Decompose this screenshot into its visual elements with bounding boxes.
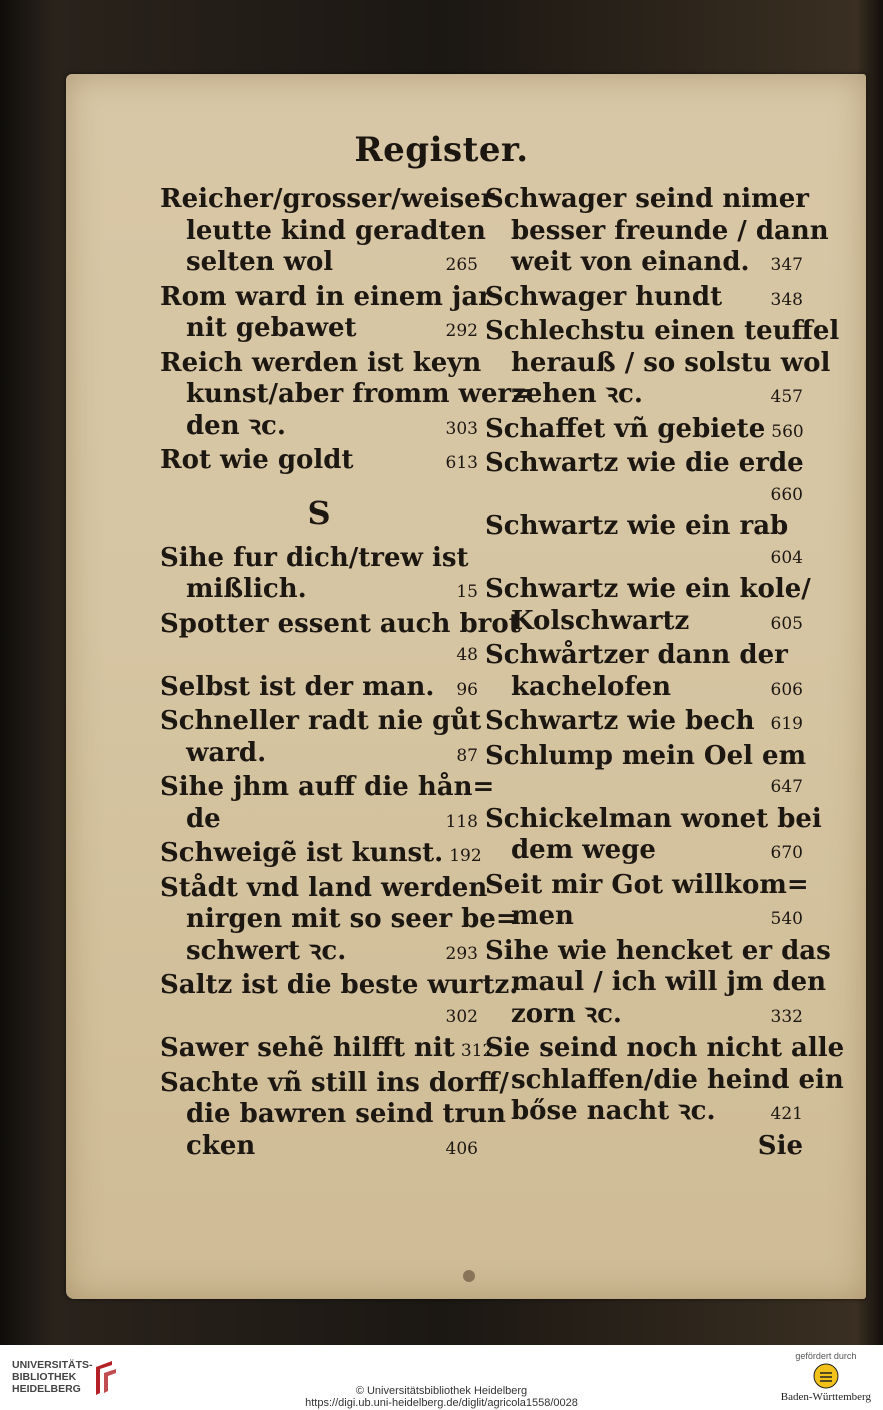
register-entry — [485, 574, 811, 640]
entry-line — [485, 935, 831, 968]
entry-line — [485, 740, 807, 773]
entry-line — [485, 999, 803, 1034]
page-number: 302 — [445, 1006, 478, 1027]
page-number: 265 — [445, 255, 478, 275]
entry-line — [160, 936, 478, 971]
entry-text: Reicher/grosser/weiser — [160, 184, 495, 214]
page-number: 670 — [770, 843, 803, 863]
entry-line — [160, 672, 478, 707]
coat-of-arms-icon — [813, 1363, 839, 1389]
register-entry — [160, 1067, 509, 1166]
entry-line — [485, 1064, 844, 1097]
entry-text: Sachte vñ still ins dorff/ — [160, 1067, 509, 1098]
entry-text: die bawren seind trun — [186, 1099, 506, 1129]
entry-line — [160, 1099, 506, 1131]
page-heading: Register. — [354, 130, 529, 170]
entry-text: Schlump mein Oel em — [485, 740, 807, 771]
entry-text: zehen ꝛc. — [511, 379, 643, 409]
sponsor-block — [781, 1351, 871, 1403]
entry-text: kunst/aber fromm wer= — [186, 379, 533, 409]
register-entry — [485, 1033, 845, 1131]
entry-text: Sihe wie hencket er das — [485, 935, 831, 966]
entry-text: Reich werden ist keyn — [160, 347, 482, 378]
entry-text: Sie seind noch nicht alle — [485, 1033, 845, 1063]
entry-line — [160, 184, 495, 216]
page-number: 647 — [770, 777, 803, 797]
entry-text: Schwårtzer dann der — [485, 640, 788, 670]
entry-line — [160, 1033, 494, 1068]
page-number: 15 — [456, 582, 478, 602]
entry-line — [160, 738, 478, 773]
entry-line — [160, 872, 488, 905]
entry-line — [160, 1131, 478, 1166]
entry-text: nirgen mit so seer be= — [186, 904, 518, 934]
entry-text: Seit mir Got willkom= — [485, 869, 809, 900]
page-number: 619 — [770, 714, 803, 734]
entry-line — [160, 281, 492, 314]
page-number: 560 — [771, 421, 804, 442]
entry-text: nit gebawet — [186, 313, 357, 343]
register-entry — [160, 281, 492, 348]
entry-line — [160, 379, 533, 411]
entry-text: Schaffet vñ gebiete — [485, 413, 766, 444]
entry-text: Schwager seind nimer — [485, 184, 809, 214]
entry-text: Schwartz wie ein kole/ — [485, 574, 811, 604]
register-entry — [160, 970, 519, 1033]
entry-line — [160, 608, 521, 641]
entry-line — [160, 838, 482, 873]
register-entry — [485, 869, 809, 936]
page-number: 118 — [445, 811, 478, 832]
entry-text: selten wol — [186, 247, 334, 277]
entry-line — [485, 901, 803, 936]
page-number: 347 — [770, 255, 803, 275]
register-entry — [160, 838, 482, 873]
entry-text: Saltz ist die beste wurtz. — [160, 970, 519, 1000]
entry-text: Schlechstu einen teuffel — [485, 316, 840, 346]
page-number: 348 — [770, 289, 803, 310]
entry-line — [485, 672, 803, 707]
entry-text: dem wege — [511, 835, 656, 865]
page-number: 606 — [770, 679, 803, 700]
entry-text: de — [186, 803, 221, 834]
register-entry — [485, 935, 831, 1034]
left-column — [160, 184, 533, 1165]
register-entry — [485, 282, 803, 317]
right-column — [485, 184, 845, 1162]
entry-line — [485, 215, 829, 248]
entry-text: Sawer sehẽ hilfft nit — [160, 1033, 455, 1063]
entry-line — [160, 543, 478, 575]
copyright-text: © Universitätsbibliothek Heidelberg — [355, 1385, 528, 1397]
register-entry — [160, 1033, 494, 1068]
page-number: 312 — [460, 1041, 494, 1061]
page-number: 457 — [770, 387, 803, 407]
viewer-footer — [0, 1345, 883, 1410]
page-number: 96 — [456, 679, 478, 700]
page-number: 292 — [445, 321, 478, 341]
register-entry — [485, 316, 840, 414]
entry-text: Schickelman wonet bei — [485, 803, 822, 834]
entry-text: cken — [186, 1130, 256, 1161]
register-entry — [485, 706, 803, 741]
entry-line — [485, 1096, 803, 1131]
entry-text: den ꝛc. — [186, 410, 286, 441]
entry-text: ward. — [186, 737, 267, 768]
entry-line — [485, 511, 803, 543]
page-number: 660 — [770, 484, 803, 505]
entry-text: Schwartz wie die erde — [485, 448, 804, 478]
entry-text: Selbst ist der man. — [160, 671, 435, 702]
page-number: 613 — [445, 453, 478, 473]
register-entry — [485, 448, 803, 511]
page-number: 604 — [770, 547, 803, 568]
entry-line — [485, 282, 803, 317]
entry-text: schlaffen/die heind ein — [511, 1064, 844, 1095]
entry-line — [485, 347, 831, 380]
sponsor-name: Baden-Württemberg — [780, 1391, 871, 1403]
entry-text: besser freunde / dann — [511, 215, 829, 246]
entry-text: bőse nacht ꝛc. — [511, 1096, 716, 1126]
register-entry — [160, 772, 495, 838]
entry-line — [485, 967, 827, 999]
entry-line — [485, 803, 822, 836]
entry-text: Schwager hundt — [485, 281, 723, 312]
page-number: 421 — [770, 1104, 803, 1124]
page-number: 540 — [770, 909, 803, 929]
entry-text: Schwartz wie ein rab — [485, 511, 789, 541]
entry-text: Schwartz wie bech — [485, 706, 755, 736]
page-number: 332 — [770, 1006, 803, 1027]
register-entry — [160, 672, 478, 707]
entry-line — [160, 904, 518, 936]
register-entry — [485, 803, 822, 870]
entry-line — [160, 215, 486, 248]
entry-text: Stådt vnd land werden — [160, 872, 488, 903]
page-number: 406 — [445, 1138, 478, 1159]
register-entry — [160, 543, 478, 609]
page-number: 87 — [456, 745, 478, 766]
entry-line — [485, 184, 809, 216]
entry-line — [160, 970, 519, 1002]
entry-line — [485, 379, 803, 414]
entry-line — [160, 804, 478, 839]
entry-line — [485, 606, 803, 641]
entry-line — [485, 640, 803, 672]
entry-line — [160, 411, 478, 446]
entry-text: Sihe fur dich/trew ist — [160, 542, 469, 573]
page-number: 303 — [445, 418, 478, 439]
entry-text: schwert ꝛc. — [186, 935, 347, 966]
register-entry — [160, 347, 533, 446]
entry-line — [485, 414, 803, 449]
entry-text: Schneller radt nie gůt — [160, 706, 482, 736]
register-entry — [485, 640, 803, 706]
entry-text: zorn ꝛc. — [511, 998, 622, 1029]
entry-text: men — [511, 901, 574, 931]
register-entry — [485, 511, 803, 574]
permalink[interactable]: https://digi.ub.uni-heidelberg.de/diglit/agricola1558/0028 — [305, 1397, 578, 1409]
section-letter: S — [307, 493, 331, 532]
page-ornament — [463, 1270, 475, 1282]
register-entry — [160, 706, 482, 772]
entry-line — [160, 247, 478, 282]
register-entry — [160, 872, 518, 971]
entry-line — [485, 835, 803, 870]
sponsor-label: gefördert durch — [795, 1351, 857, 1361]
register-entry — [160, 608, 521, 672]
entry-line — [160, 574, 478, 609]
entry-line — [485, 706, 803, 741]
entry-text: leutte kind geradten — [186, 215, 486, 246]
entry-line — [485, 869, 809, 902]
entry-text: Rot wie goldt — [160, 445, 354, 475]
entry-text: kachelofen — [511, 671, 671, 702]
entry-text: mißlich. — [186, 574, 307, 604]
entry-text: weit von einand. — [511, 247, 750, 277]
entry-line — [160, 772, 495, 804]
page-number: 293 — [445, 943, 478, 964]
entry-line — [160, 706, 482, 738]
entry-line — [485, 316, 840, 348]
register-entry — [160, 184, 495, 282]
entry-text: Sihe jhm auff die hån= — [160, 772, 495, 802]
entry-line — [160, 1067, 509, 1100]
entry-line — [160, 445, 478, 480]
register-entry — [485, 740, 807, 804]
entry-text: Schweigẽ ist kunst. — [160, 838, 444, 868]
entry-text: Spotter essent auch brot — [160, 608, 521, 639]
entry-text: herauß / so solstu wol — [511, 347, 831, 378]
catchword: Sie — [757, 1130, 803, 1161]
page-number: 192 — [449, 846, 482, 866]
entry-line — [485, 448, 803, 480]
entry-line — [485, 247, 803, 282]
library-logo-line: HEIDELBERG — [12, 1383, 81, 1395]
library-logo-line: BIBLIOTHEK — [12, 1371, 77, 1383]
entry-line — [485, 1033, 845, 1065]
register-entry — [160, 445, 478, 480]
register-entry — [485, 414, 803, 449]
entry-text: Rom ward in einem jar — [160, 281, 492, 312]
page-number: 605 — [770, 613, 803, 634]
entry-text: maul / ich will jm den — [511, 967, 827, 997]
register-entry — [485, 184, 829, 282]
entry-line — [160, 347, 482, 380]
entry-line — [485, 574, 811, 606]
entry-text: Kolschwartz — [511, 605, 690, 636]
page-number: 48 — [456, 645, 478, 665]
entry-line — [160, 313, 478, 348]
library-logo-line: UNIVERSITÄTS- — [12, 1359, 93, 1371]
